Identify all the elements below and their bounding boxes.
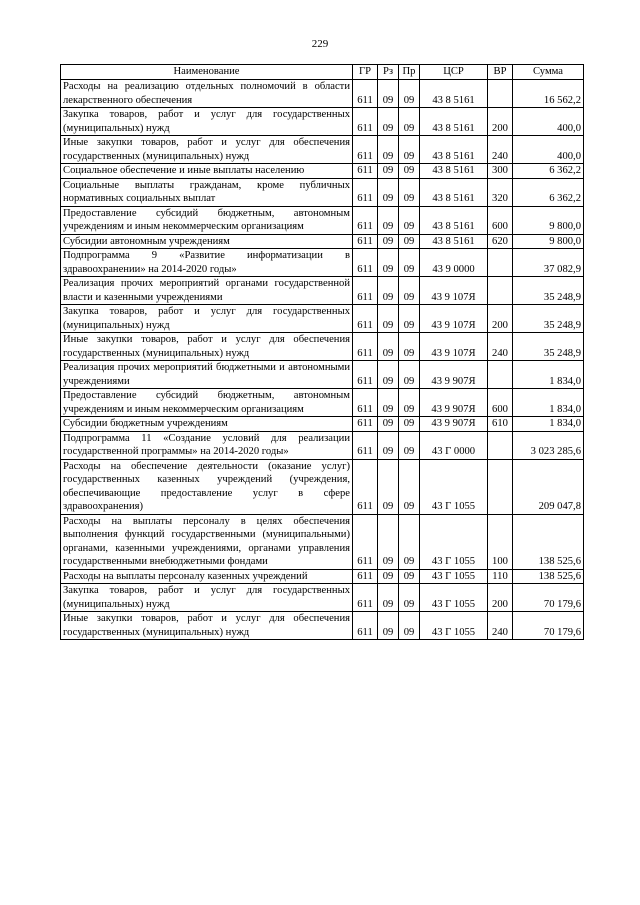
row-vr: 240 [488,612,513,640]
row-pr: 09 [399,612,420,640]
row-rz: 09 [378,136,399,164]
table-row [61,234,584,249]
row-pr: 09 [399,164,420,179]
row-csr: 43 8 5161 [420,234,488,249]
row-sum: 138 525,6 [513,569,584,584]
row-pr: 09 [399,249,420,277]
row-gr: 611 [353,234,378,249]
row-sum: 138 525,6 [513,514,584,569]
row-pr: 09 [399,305,420,333]
row-sum: 37 082,9 [513,249,584,277]
row-pr: 09 [399,417,420,432]
row-csr: 43 Г 1055 [420,459,488,514]
row-pr: 09 [399,80,420,108]
row-sum: 16 562,2 [513,80,584,108]
row-pr: 09 [399,178,420,206]
table-row [61,612,584,640]
row-vr: 300 [488,164,513,179]
row-pr: 09 [399,333,420,361]
row-pr: 09 [399,584,420,612]
row-gr: 611 [353,584,378,612]
row-rz: 09 [378,249,399,277]
row-sum: 1 834,0 [513,417,584,432]
row-sum: 35 248,9 [513,277,584,305]
row-name: Расходы на выплаты персоналу казенных учреждений [61,569,353,584]
table-row [61,333,584,361]
row-gr: 611 [353,178,378,206]
row-name: Иные закупки товаров, работ и услуг для обеспечения государственных (муниципальных) нужд [61,612,353,640]
table-row [61,514,584,569]
row-gr: 611 [353,249,378,277]
row-name: Закупка товаров, работ и услуг для государственных (муниципальных) нужд [61,108,353,136]
row-vr [488,80,513,108]
row-vr: 600 [488,206,513,234]
row-csr: 43 9 107Я [420,305,488,333]
row-gr: 611 [353,459,378,514]
row-csr: 43 9 107Я [420,333,488,361]
row-gr: 611 [353,277,378,305]
row-vr: 320 [488,178,513,206]
row-csr: 43 8 5161 [420,136,488,164]
row-name: Закупка товаров, работ и услуг для государственных (муниципальных) нужд [61,305,353,333]
row-vr: 200 [488,108,513,136]
row-sum: 400,0 [513,108,584,136]
table-row [61,178,584,206]
row-name: Иные закупки товаров, работ и услуг для обеспечения государственных (муниципальных) нужд [61,136,353,164]
row-name: Расходы на реализацию отдельных полномочий в области лекарственного обеспечения [61,80,353,108]
row-rz: 09 [378,584,399,612]
row-gr: 611 [353,569,378,584]
row-pr: 09 [399,234,420,249]
header-rz: Рз [378,65,399,80]
row-name: Субсидии бюджетным учреждениям [61,417,353,432]
row-gr: 611 [353,361,378,389]
row-name: Реализация прочих мероприятий органами государственной власти и казенными учреждениями [61,277,353,305]
row-csr: 43 8 5161 [420,164,488,179]
row-csr: 43 Г 1055 [420,584,488,612]
row-vr: 600 [488,389,513,417]
row-name: Социальные выплаты гражданам, кроме публичных нормативных социальных выплат [61,178,353,206]
row-vr: 620 [488,234,513,249]
row-name: Подпрограмма 9 «Развитие информатизации в здравоохранении» на 2014-2020 годы» [61,249,353,277]
row-sum: 6 362,2 [513,178,584,206]
row-csr: 43 9 0000 [420,249,488,277]
row-gr: 611 [353,431,378,459]
header-vr: ВР [488,65,513,80]
row-vr [488,459,513,514]
table-row [61,277,584,305]
row-rz: 09 [378,612,399,640]
row-pr: 09 [399,361,420,389]
row-gr: 611 [353,417,378,432]
row-sum: 3 023 285,6 [513,431,584,459]
row-name: Расходы на обеспечение деятельности (оказание услуг) государственных казенных учреждений (учреждения, обеспечивающие предоставление услуг в сфере здравоохранения) [61,459,353,514]
table-row [61,417,584,432]
row-rz: 09 [378,108,399,136]
row-gr: 611 [353,333,378,361]
header-name: Наименование [61,65,353,80]
row-csr: 43 9 907Я [420,361,488,389]
row-name: Подпрограмма 11 «Создание условий для реализации государственной программы» на 2014-2020 годы» [61,431,353,459]
row-gr: 611 [353,206,378,234]
table-row [61,206,584,234]
row-rz: 09 [378,389,399,417]
row-pr: 09 [399,108,420,136]
row-rz: 09 [378,178,399,206]
row-vr [488,277,513,305]
row-rz: 09 [378,431,399,459]
row-gr: 611 [353,514,378,569]
row-pr: 09 [399,389,420,417]
row-rz: 09 [378,459,399,514]
row-vr: 200 [488,305,513,333]
row-pr: 09 [399,514,420,569]
table-row [61,305,584,333]
row-csr: 43 Г 1055 [420,612,488,640]
row-csr: 43 Г 1055 [420,569,488,584]
row-rz: 09 [378,164,399,179]
row-csr: 43 8 5161 [420,206,488,234]
row-gr: 611 [353,164,378,179]
row-csr: 43 9 907Я [420,417,488,432]
table-row [61,389,584,417]
table-row [61,136,584,164]
table-row [61,584,584,612]
row-csr: 43 9 107Я [420,277,488,305]
row-name: Закупка товаров, работ и услуг для государственных (муниципальных) нужд [61,584,353,612]
row-rz: 09 [378,80,399,108]
row-vr: 100 [488,514,513,569]
row-gr: 611 [353,108,378,136]
row-csr: 43 8 5161 [420,80,488,108]
table-row [61,249,584,277]
row-sum: 70 179,6 [513,584,584,612]
budget-table [60,64,584,640]
row-rz: 09 [378,305,399,333]
row-csr: 43 Г 1055 [420,514,488,569]
table-row [61,459,584,514]
row-name: Реализация прочих мероприятий бюджетными и автономными учреждениями [61,361,353,389]
table-row [61,361,584,389]
row-gr: 611 [353,80,378,108]
row-name: Расходы на выплаты персоналу в целях обеспечения выполнения функций государственными (муниципальными) органами, казенными учреждениями, органами управления государственными внебюджетными фондами [61,514,353,569]
row-rz: 09 [378,277,399,305]
row-gr: 611 [353,612,378,640]
row-vr: 200 [488,584,513,612]
row-name: Социальное обеспечение и иные выплаты населению [61,164,353,179]
row-vr: 110 [488,569,513,584]
row-pr: 09 [399,459,420,514]
row-pr: 09 [399,206,420,234]
row-name: Субсидии автономным учреждениям [61,234,353,249]
row-vr: 610 [488,417,513,432]
row-rz: 09 [378,206,399,234]
row-rz: 09 [378,417,399,432]
table-row [61,80,584,108]
row-sum: 1 834,0 [513,389,584,417]
row-vr: 240 [488,333,513,361]
table-row [61,431,584,459]
row-sum: 9 800,0 [513,206,584,234]
row-pr: 09 [399,569,420,584]
row-csr: 43 Г 0000 [420,431,488,459]
row-pr: 09 [399,136,420,164]
row-sum: 1 834,0 [513,361,584,389]
row-name: Предоставление субсидий бюджетным, автономным учреждениям и иным некоммерческим организациям [61,389,353,417]
page-number: 229 [311,38,329,50]
table-header-row [61,65,584,80]
header-sum: Сумма [513,65,584,80]
row-rz: 09 [378,361,399,389]
header-pr: Пр [399,65,420,80]
row-pr: 09 [399,431,420,459]
row-rz: 09 [378,333,399,361]
row-rz: 09 [378,234,399,249]
row-sum: 35 248,9 [513,305,584,333]
row-sum: 9 800,0 [513,234,584,249]
row-rz: 09 [378,514,399,569]
table-row [61,569,584,584]
row-vr: 240 [488,136,513,164]
row-name: Иные закупки товаров, работ и услуг для обеспечения государственных (муниципальных) нужд [61,333,353,361]
row-sum: 209 047,8 [513,459,584,514]
row-gr: 611 [353,389,378,417]
row-sum: 70 179,6 [513,612,584,640]
row-sum: 400,0 [513,136,584,164]
row-csr: 43 9 907Я [420,389,488,417]
row-vr [488,249,513,277]
row-sum: 35 248,9 [513,333,584,361]
row-name: Предоставление субсидий бюджетным, автономным учреждениям и иным некоммерческим организациям [61,206,353,234]
table-row [61,108,584,136]
row-gr: 611 [353,305,378,333]
row-sum: 6 362,2 [513,164,584,179]
row-pr: 09 [399,277,420,305]
row-vr [488,431,513,459]
row-vr [488,361,513,389]
table-row [61,164,584,179]
header-csr: ЦСР [420,65,488,80]
row-csr: 43 8 5161 [420,178,488,206]
header-gr: ГР [353,65,378,80]
row-csr: 43 8 5161 [420,108,488,136]
row-gr: 611 [353,136,378,164]
row-rz: 09 [378,569,399,584]
